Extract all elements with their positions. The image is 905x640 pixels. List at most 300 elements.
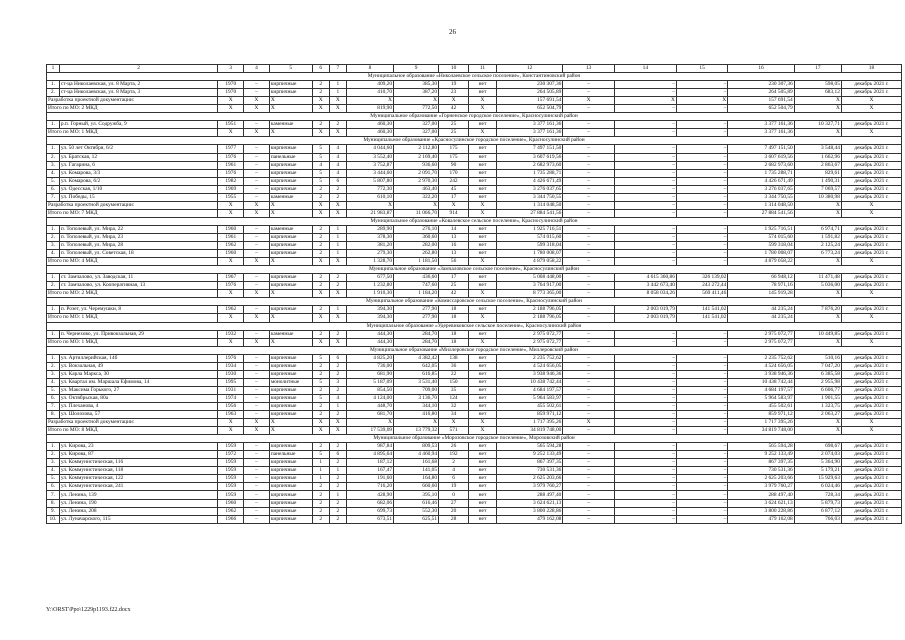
table-cell: 2 [329, 499, 346, 507]
table-cell: X [218, 209, 244, 217]
table-cell: X [469, 258, 497, 266]
table-cell: – [676, 193, 727, 201]
table-cell: кирпичные [269, 233, 312, 241]
table-cell: кирпичные [269, 386, 312, 394]
table-cell: X [312, 290, 329, 298]
table-cell: – [563, 491, 614, 499]
table-cell: 243 272,44 [676, 282, 727, 290]
table-cell: – [614, 153, 676, 161]
table-cell: – [614, 177, 676, 185]
table-cell: 2 [312, 515, 329, 523]
table-cell: – [676, 145, 727, 153]
table-cell: 2 [312, 225, 329, 233]
table-cell: 1 184,20 [394, 290, 439, 298]
table-cell: 479 162,08 [728, 515, 794, 523]
table-cell: – [676, 169, 727, 177]
table-cell: декабрь 2021 г. [841, 177, 901, 185]
table-cell: 673,51 [346, 515, 393, 523]
table-cell: 4. [47, 467, 60, 475]
table-cell: – [676, 338, 727, 346]
table-cell: X [269, 427, 312, 435]
summary-row [47, 338, 902, 346]
table-cell: 282,00 [394, 242, 439, 250]
table-cell: 157 691,54 [728, 97, 794, 105]
table-cell: 1959 [218, 443, 244, 451]
table-cell: 2 [329, 459, 346, 467]
table-cell: X [794, 97, 841, 105]
table-cell: X [312, 427, 329, 435]
table-cell: – [614, 105, 676, 113]
table-cell: – [244, 451, 270, 459]
table-cell: X [312, 105, 329, 113]
table-cell: X [244, 201, 270, 209]
table-cell: X [563, 97, 614, 105]
table-cell: – [676, 242, 727, 250]
table-cell: – [614, 250, 676, 258]
table-cell: нет [469, 225, 497, 233]
table-cell: 1 232,80 [346, 282, 393, 290]
table-cell: ул. Квартал им. Маршала Ефимова, 14 [59, 378, 218, 386]
table-cell: 5 [312, 153, 329, 161]
table-row [47, 225, 902, 233]
summary-label: Итого по МО: 4 МКД [47, 258, 218, 266]
table-cell: X [394, 201, 439, 209]
table-cell: 598,05 [794, 81, 841, 89]
region-header-row [47, 298, 902, 306]
table-cell: 1 314 048,50 [728, 201, 794, 209]
table-cell: 242 [439, 177, 469, 185]
column-number-cell: 5 [269, 65, 312, 73]
table-cell: X [794, 129, 841, 137]
table-cell: X [794, 419, 841, 427]
table-cell: 1959 [218, 459, 244, 467]
table-cell: 1 [329, 467, 346, 475]
table-cell: – [563, 378, 614, 386]
table-cell: ст-ца Николаевская, ул. 8 Марта, 3 [59, 89, 218, 97]
table-row [47, 402, 902, 410]
table-cell: X [244, 338, 270, 346]
table-cell: 1966 [218, 515, 244, 523]
table-row [47, 153, 902, 161]
table-cell: 25 [439, 282, 469, 290]
table-cell: кирпичные [269, 81, 312, 89]
table-cell: 4 524 656,05 [728, 362, 794, 370]
table-cell: 381,20 [346, 242, 393, 250]
table-cell: – [676, 483, 727, 491]
table-cell: 1960 [218, 225, 244, 233]
table-cell: 1961 [218, 233, 244, 241]
table-row [47, 185, 902, 193]
table-cell: кирпичные [269, 459, 312, 467]
table-cell: 5 [312, 451, 329, 459]
table-cell: X [841, 129, 901, 137]
summary-row [47, 290, 902, 298]
table-cell: X [841, 419, 901, 427]
table-cell: – [563, 386, 614, 394]
summary-row [47, 258, 902, 266]
table-cell: 709,00 [394, 386, 439, 394]
table-cell: 11 066,70 [394, 209, 439, 217]
table-cell: – [676, 378, 727, 386]
table-cell: – [244, 81, 270, 89]
table-cell: 2 169,40 [394, 153, 439, 161]
table-cell: 2 [312, 386, 329, 394]
table-row [47, 411, 902, 419]
table-cell: 277,90 [394, 306, 439, 314]
table-cell: нет [469, 362, 497, 370]
table-cell: 730 531,36 [728, 467, 794, 475]
table-cell: 3 624 621,13 [728, 499, 794, 507]
table-cell: X [312, 314, 329, 322]
table-cell: 1959 [218, 475, 244, 483]
table-cell: – [244, 153, 270, 161]
table-cell: – [614, 411, 676, 419]
table-cell: 1 [329, 306, 346, 314]
table-cell: нет [469, 185, 497, 193]
region-header-row [47, 322, 902, 330]
table-cell: 1960 [218, 250, 244, 258]
table-cell: декабрь 2021 г. [841, 233, 901, 241]
column-number-cell: 17 [794, 65, 841, 73]
table-cell: 1 314 048,50 [496, 201, 562, 209]
table-cell: каменные [269, 225, 312, 233]
table-cell: X [469, 427, 497, 435]
table-cell: X [269, 338, 312, 346]
table-cell: декабрь 2021 г. [841, 145, 901, 153]
table-row [47, 370, 902, 378]
table-cell: X [244, 314, 270, 322]
table-cell: 574 015,60 [728, 233, 794, 241]
table-cell: 2 [312, 491, 329, 499]
table-cell: 766,03 [794, 515, 841, 523]
table-cell: X [794, 427, 841, 435]
table-cell: 276,10 [394, 225, 439, 233]
table-cell: декабрь 2021 г. [841, 121, 901, 129]
table-cell: 284,70 [394, 338, 439, 346]
table-cell: 157 691,54 [496, 97, 562, 105]
table-cell: 455 502,61 [496, 402, 562, 410]
table-cell: нет [469, 242, 497, 250]
table-cell: 5 [312, 177, 329, 185]
table-cell: 1959 [218, 467, 244, 475]
table-cell: каменные [269, 121, 312, 129]
table-cell: декабрь 2021 г. [841, 411, 901, 419]
table-cell: ул. Луначарского, 115 [59, 515, 218, 523]
table-cell: 3 800 228,86 [728, 507, 794, 515]
table-cell: декабрь 2021 г. [841, 386, 901, 394]
table-cell: 652 504,79 [728, 105, 794, 113]
table-cell: 2 625 203,66 [728, 475, 794, 483]
table-cell: – [676, 386, 727, 394]
table-cell: 1 [329, 233, 346, 241]
table-cell: ул. Гагарина, 6 [59, 161, 218, 169]
table-cell: 284,70 [394, 330, 439, 338]
table-cell: 4 879 058,22 [496, 258, 562, 266]
table-cell: 730 531,36 [496, 467, 562, 475]
table-cell: 510,16 [794, 354, 841, 362]
table-cell: 5 807,80 [346, 177, 393, 185]
table-cell: – [676, 451, 727, 459]
table-cell: 13 [439, 250, 469, 258]
table-cell: нет [469, 177, 497, 185]
table-cell: – [563, 483, 614, 491]
table-cell: X [244, 427, 270, 435]
table-cell: 479 162,08 [496, 515, 562, 523]
table-cell: 6 [439, 475, 469, 483]
table-cell: 16 [439, 242, 469, 250]
table-cell: 17 539,09 [346, 427, 393, 435]
table-cell: 2 [312, 89, 329, 97]
table-cell: 27 [439, 499, 469, 507]
summary-row [47, 209, 902, 217]
table-cell: 416,80 [394, 411, 439, 419]
summary-label: Разработка проектной документации: [47, 419, 218, 427]
table-cell: – [676, 81, 727, 89]
table-cell: нет [469, 233, 497, 241]
table-cell: 4 684 197,57 [496, 386, 562, 394]
table-cell: 164,80 [394, 475, 439, 483]
table-cell: X [794, 105, 841, 113]
table-cell: ул. Максима Горького, 27 [59, 386, 218, 394]
table-cell: 344,10 [394, 402, 439, 410]
table-cell: 191,60 [346, 475, 393, 483]
table-cell: 616,85 [394, 370, 439, 378]
table-cell: 25 [439, 121, 469, 129]
table-cell: 4 426 671,49 [728, 177, 794, 185]
table-cell: – [563, 443, 614, 451]
table-cell: 2 [312, 185, 329, 193]
table-cell: 44 235,24 [728, 314, 794, 322]
summary-row [47, 419, 902, 427]
table-cell: 288 497,40 [728, 491, 794, 499]
table-cell: 2 [312, 507, 329, 515]
table-cell: X [329, 314, 346, 322]
table-cell: – [676, 177, 727, 185]
table-cell: 2 [329, 274, 346, 282]
table-cell: 2 003 019,79 [614, 314, 676, 322]
table-row [47, 306, 902, 314]
table-cell: – [244, 233, 270, 241]
table-cell: декабрь 2021 г. [841, 459, 901, 467]
table-cell: 2 [312, 233, 329, 241]
table-cell: 1934 [218, 362, 244, 370]
table-cell: 1963 [218, 411, 244, 419]
table-cell: 2 [312, 193, 329, 201]
table-cell: ул. Коммунистическая, 116 [59, 459, 218, 467]
table-cell: – [244, 475, 270, 483]
table-cell: декабрь 2021 г. [841, 370, 901, 378]
table-cell: 736,00 [346, 362, 393, 370]
table-cell: – [244, 354, 270, 362]
table-cell: 4 124,00 [346, 394, 393, 402]
table-cell: 90 [439, 161, 469, 169]
table-cell: 2 863,67 [794, 161, 841, 169]
table-cell: – [563, 467, 614, 475]
table-cell: 1962 [218, 306, 244, 314]
table-cell: 2 [312, 81, 329, 89]
table-cell: 326 139,02 [676, 274, 727, 282]
table-cell: X [269, 201, 312, 209]
table-cell: 3 624 621,13 [496, 499, 562, 507]
table-cell: 1 [329, 491, 346, 499]
table-cell: 1970 [218, 89, 244, 97]
table-cell: X [794, 258, 841, 266]
table-cell: X [469, 290, 497, 298]
table-cell: – [563, 306, 614, 314]
column-number-cell: 16 [728, 65, 794, 73]
table-cell: – [614, 386, 676, 394]
table-cell: 4 524 656,05 [496, 362, 562, 370]
table-cell: 13 [439, 233, 469, 241]
table-cell: 28 [439, 515, 469, 523]
table-cell: 2 188 796,05 [496, 314, 562, 322]
table-cell: 18 [439, 306, 469, 314]
table-cell: – [563, 258, 614, 266]
table-cell: 17 [439, 274, 469, 282]
table-cell: 3 531,40 [394, 378, 439, 386]
table-cell: нет [469, 354, 497, 362]
column-number-cell: 11 [469, 65, 497, 73]
table-cell: 5. [47, 177, 60, 185]
table-cell: X [469, 105, 497, 113]
table-cell: 7 497 151,50 [728, 145, 794, 153]
table-cell: 3 607 619,56 [496, 153, 562, 161]
region-title: Муниципальное образование «Комиссаровское сельское поселение», Красносулинский район [47, 298, 902, 306]
table-cell: нет [469, 306, 497, 314]
table-cell: – [563, 233, 614, 241]
table-cell: – [244, 121, 270, 129]
table-cell: ул. Ленина, 208 [59, 507, 218, 515]
table-cell: декабрь 2021 г. [841, 193, 901, 201]
table-cell: – [676, 201, 727, 209]
table-row [47, 475, 902, 483]
table-cell: ул. 50 лет Октября, 6/2 [59, 145, 218, 153]
table-row [47, 491, 902, 499]
table-cell: 1 [329, 402, 346, 410]
table-cell: 859 971,12 [728, 411, 794, 419]
table-cell: п. Тополевый, ул. Мира, 22 [59, 225, 218, 233]
table-cell: декабрь 2021 г. [841, 507, 901, 515]
table-cell: нет [469, 145, 497, 153]
table-cell: 5 [312, 145, 329, 153]
table-row [47, 193, 902, 201]
table-cell: декабрь 2021 г. [841, 451, 901, 459]
table-cell: – [676, 258, 727, 266]
table-cell: ул. Братская, 12 [59, 153, 218, 161]
table-cell: 2 [329, 370, 346, 378]
table-cell: 809,53 [394, 443, 439, 451]
table-cell: X [269, 129, 312, 137]
table-cell: – [614, 467, 676, 475]
table-cell: 854,50 [346, 386, 393, 394]
table-cell: – [563, 402, 614, 410]
table-cell: декабрь 2021 г. [841, 169, 901, 177]
table-cell: нет [469, 394, 497, 402]
table-cell: 1. [47, 274, 60, 282]
table-cell: 819,90 [346, 105, 393, 113]
table-cell: кирпичные [269, 169, 312, 177]
table-cell: 574 015,60 [496, 233, 562, 241]
table-cell: 2 [312, 250, 329, 258]
table-cell: нет [469, 386, 497, 394]
table-cell: 13 779,32 [394, 427, 439, 435]
table-cell: X [329, 258, 346, 266]
region-title: Муниципальное образование «Николаевское сельское поселение», Константиновский район [47, 73, 902, 81]
table-cell: декабрь 2021 г. [841, 354, 901, 362]
table-cell: – [563, 201, 614, 209]
table-cell: 2 [329, 411, 346, 419]
table-cell: – [614, 193, 676, 201]
table-cell: 3 276 037,65 [496, 185, 562, 193]
table-cell: 192 [439, 451, 469, 459]
table-cell: – [614, 370, 676, 378]
table-cell: 716,20 [346, 483, 393, 491]
table-cell: 141 541,02 [676, 314, 727, 322]
summary-row [47, 129, 902, 137]
table-cell: декабрь 2021 г. [841, 402, 901, 410]
table-cell: 2 [329, 515, 346, 523]
table-cell: – [676, 394, 727, 402]
table-cell: – [244, 507, 270, 515]
table-cell: 2 [312, 121, 329, 129]
table-cell: 1 328,70 [346, 258, 393, 266]
table-cell: X [269, 105, 312, 113]
table-cell: 1 735 288,71 [728, 169, 794, 177]
table-cell: нет [469, 515, 497, 523]
table-cell: – [563, 475, 614, 483]
table-cell: – [244, 193, 270, 201]
table-cell: X [329, 129, 346, 137]
table-cell: 7 876,20 [794, 306, 841, 314]
table-cell: ул. Коммунистическая, 122 [59, 475, 218, 483]
table-cell: – [244, 394, 270, 402]
table-cell: 327,00 [394, 121, 439, 129]
table-cell: 772,30 [346, 185, 393, 193]
table-cell: 4 382,42 [394, 354, 439, 362]
table-row [47, 394, 902, 402]
table-cell: – [676, 467, 727, 475]
table-cell: – [244, 89, 270, 97]
table-cell: 410,70 [346, 89, 393, 97]
table-cell: нет [469, 443, 497, 451]
table-row [47, 362, 902, 370]
table-cell: 728,34 [794, 491, 841, 499]
table-cell: каменные [269, 330, 312, 338]
table-cell: 322,20 [394, 193, 439, 201]
table-cell: X [469, 201, 497, 209]
table-cell: – [563, 370, 614, 378]
table-cell: 3 377 161,36 [728, 121, 794, 129]
table-row [47, 515, 902, 523]
table-cell: X [244, 129, 270, 137]
table-cell: 4 [329, 145, 346, 153]
table-cell: 3 377 161,36 [728, 129, 794, 137]
table-row [47, 145, 902, 153]
table-cell: – [614, 233, 676, 241]
table-cell: 32 [439, 402, 469, 410]
table-cell: X [312, 338, 329, 346]
region-title: Муниципальное образование «Красносулинское городское поселение», Красносулинский район [47, 137, 902, 145]
table-cell: X [269, 314, 312, 322]
table-cell: 3. [47, 161, 60, 169]
table-cell: декабрь 2021 г. [841, 161, 901, 169]
table-cell: – [563, 394, 614, 402]
table-cell: – [614, 258, 676, 266]
table-cell: 1 490,31 [794, 177, 841, 185]
table-cell: X [312, 258, 329, 266]
region-title: Муниципальное образование «Удеревиковское сельское поселение», Красносулинский район [47, 322, 902, 330]
table-cell: кирпичные [269, 145, 312, 153]
